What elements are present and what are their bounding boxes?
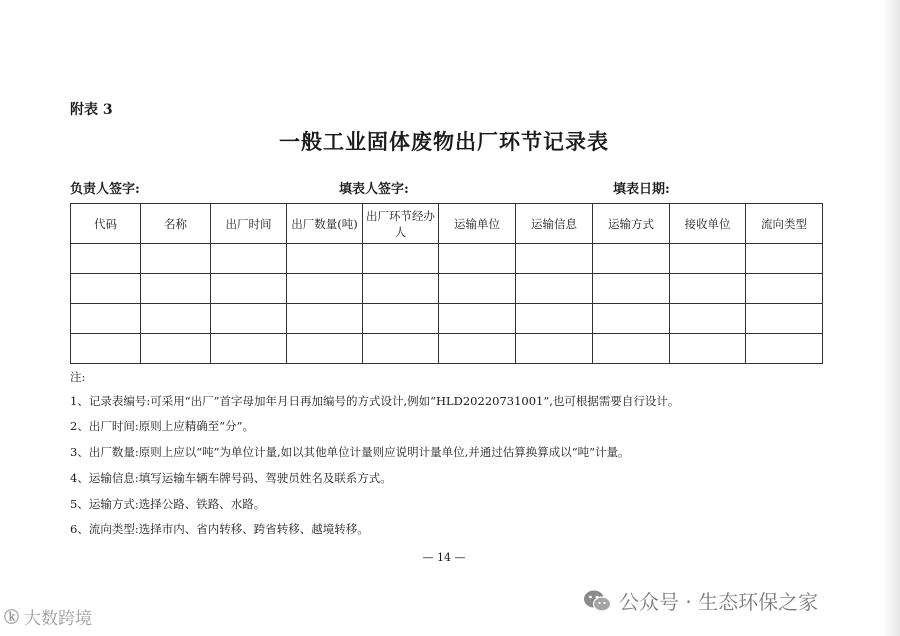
table-cell: [593, 304, 670, 334]
table-cell: [141, 274, 211, 304]
table-cell: [211, 274, 287, 304]
table-row: [71, 274, 823, 304]
wechat-icon: [583, 589, 611, 613]
table-cell: [71, 274, 141, 304]
table-cell: [670, 274, 746, 304]
table-cell: [211, 304, 287, 334]
table-cell: [141, 304, 211, 334]
filler-signature-label: 填表人签字:: [339, 182, 409, 197]
column-header-handler: 出厂环节经办人: [363, 204, 439, 244]
table-cell: [746, 244, 823, 274]
table-cell: [746, 334, 823, 364]
appendix-label: 附表 3: [70, 102, 113, 118]
table-cell: [287, 244, 363, 274]
column-header-receiver: 接收单位: [670, 204, 746, 244]
table-row: [71, 304, 823, 334]
note-item-1: 1、记录表编号:可采用“出厂”首字母加年月日再加编号的方式设计,例如“HLD20220731001”,也可根据需要自行设计。: [70, 394, 680, 408]
table-cell: [516, 244, 593, 274]
column-header-code: 代码: [71, 204, 141, 244]
document-title: 一般工业固体废物出厂环节记录表: [279, 129, 609, 154]
table-cell: [287, 334, 363, 364]
table-cell: [670, 304, 746, 334]
fill-date-label: 填表日期:: [613, 182, 670, 197]
table-body: [71, 244, 823, 364]
column-header-name: 名称: [141, 204, 211, 244]
table-cell: [593, 334, 670, 364]
table-cell: [287, 274, 363, 304]
table-cell: [287, 304, 363, 334]
table-cell: [593, 274, 670, 304]
table-cell: [211, 244, 287, 274]
table-cell: [670, 244, 746, 274]
note-item-6: 6、流向类型:选择市内、省内转移、跨省转移、越境转移。: [70, 522, 369, 536]
column-header-transport-mode: 运输方式: [593, 204, 670, 244]
column-header-time: 出厂时间: [211, 204, 287, 244]
note-item-3: 3、出厂数量:原则上应以“吨”为单位计量,如以其他单位计量则应说明计量单位,并通过估算换算成以“吨”计量。: [70, 445, 630, 459]
responsible-signature-label: 负责人签字:: [70, 182, 140, 197]
table-cell: [141, 244, 211, 274]
page-edge-shadow: [882, 0, 900, 636]
note-item-4: 4、运输信息:填写运输车辆车牌号码、驾驶员姓名及联系方式。: [70, 471, 392, 485]
table-cell: [363, 244, 439, 274]
table-cell: [71, 304, 141, 334]
column-header-transport-info: 运输信息: [516, 204, 593, 244]
brand-watermark-text: 大数跨境: [24, 609, 93, 629]
table-cell: [71, 244, 141, 274]
table-cell: [363, 334, 439, 364]
table-cell: [439, 274, 516, 304]
wechat-watermark: [583, 586, 818, 615]
table-row: [71, 334, 823, 364]
table-cell: [439, 334, 516, 364]
table-cell: [363, 274, 439, 304]
page-number: — 14 —: [422, 551, 466, 564]
table-cell: [746, 304, 823, 334]
wechat-watermark-text: 公众号 · 生态环保之家: [619, 590, 819, 614]
record-table: [70, 203, 823, 364]
table-cell: [516, 304, 593, 334]
column-header-carrier: 运输单位: [439, 204, 516, 244]
column-header-flow-type: 流向类型: [746, 204, 823, 244]
notes-heading: 注:: [70, 370, 86, 384]
table-header-row: [71, 204, 823, 244]
note-item-5: 5、运输方式:选择公路、铁路、水路。: [70, 497, 266, 511]
table-cell: [439, 244, 516, 274]
brand-watermark: [4, 604, 92, 629]
column-header-quantity: 出厂数量(吨): [287, 204, 363, 244]
table-cell: [363, 304, 439, 334]
table-row: [71, 244, 823, 274]
table-cell: [211, 334, 287, 364]
table-cell: [593, 244, 670, 274]
table-cell: [516, 334, 593, 364]
table-cell: [670, 334, 746, 364]
table-cell: [516, 274, 593, 304]
table-cell: [746, 274, 823, 304]
note-item-2: 2、出厂时间:原则上应精确至“分”。: [70, 419, 254, 433]
table-cell: [71, 334, 141, 364]
table-cell: [439, 304, 516, 334]
brand-logo-icon: ⓚ: [4, 608, 19, 626]
table-cell: [141, 334, 211, 364]
